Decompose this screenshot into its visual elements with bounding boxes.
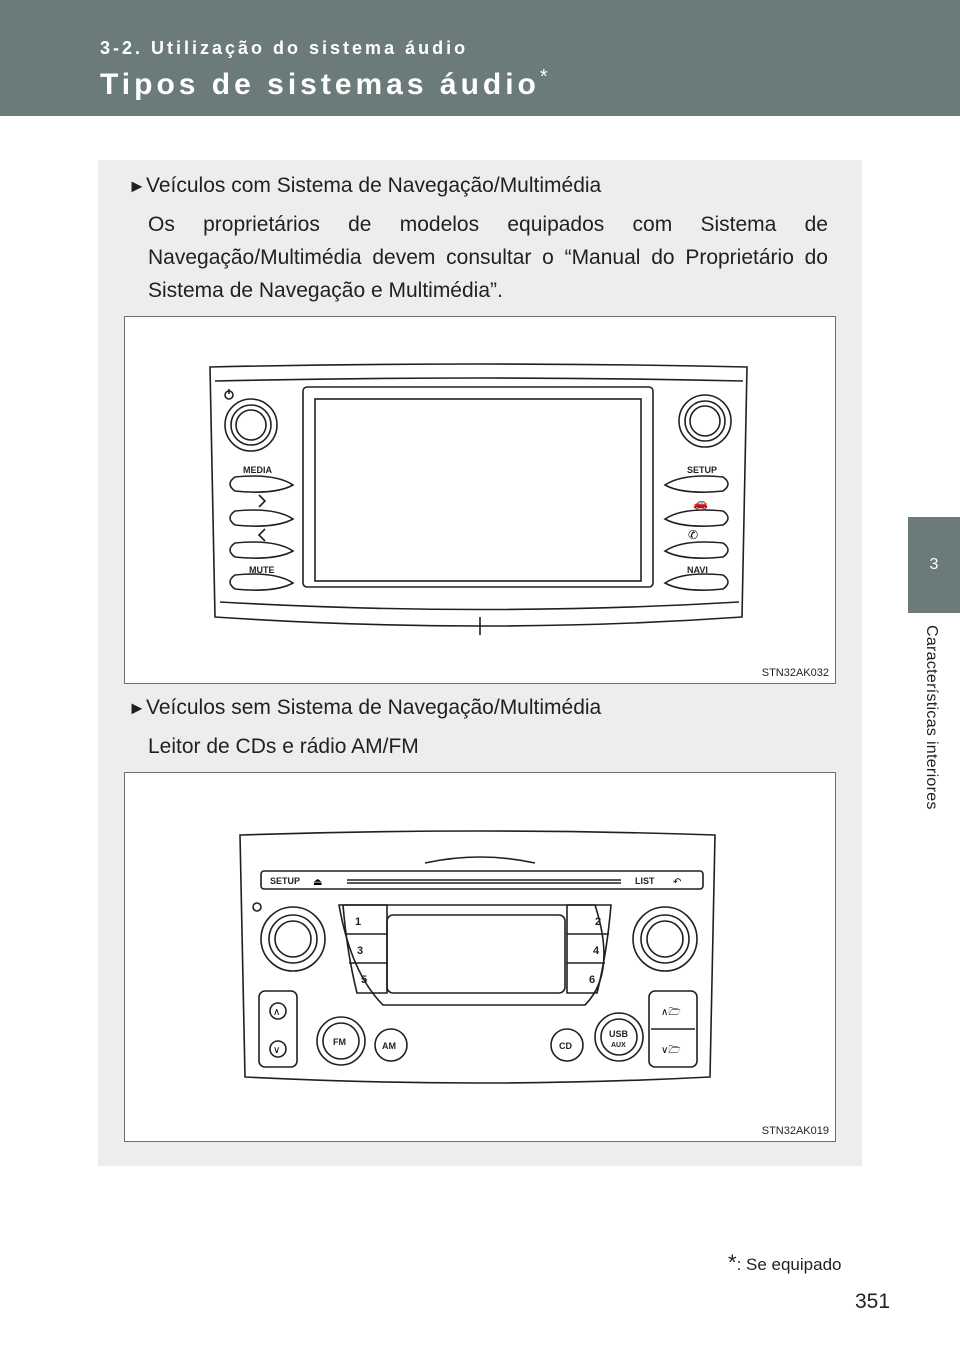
media-button[interactable]: MEDIA — [243, 465, 272, 475]
back-icon[interactable]: ↶ — [673, 877, 682, 888]
chapter-number: 3 — [929, 556, 939, 573]
mute-button[interactable]: MUTE — [249, 565, 275, 575]
eject-icon[interactable]: ⏏ — [313, 877, 323, 888]
list-button[interactable]: LIST — [635, 876, 655, 886]
preset-button-6[interactable]: 6 — [589, 974, 596, 986]
preset-button-3[interactable]: 3 — [357, 945, 364, 957]
section-heading-cd — [128, 696, 601, 720]
phone-icon[interactable]: ✆ — [688, 528, 699, 542]
footnote-mark: * — [728, 1250, 737, 1275]
bullet-triangle-icon: ► — [128, 698, 146, 718]
folder-up-icon[interactable]: ∧🗁 — [661, 1007, 681, 1018]
page-title — [100, 66, 548, 102]
bullet-triangle-icon: ► — [128, 176, 146, 196]
section-heading-nav — [128, 174, 601, 198]
preset-button-4[interactable]: 4 — [593, 945, 600, 957]
fm-button[interactable]: FM — [333, 1037, 346, 1047]
chapter-title: Características interiores — [923, 625, 940, 810]
section-heading-nav-text: Veículos com Sistema de Navegação/Multimédia — [146, 174, 602, 197]
chapter-tab — [908, 517, 960, 613]
cd-radio-unit-illustration — [125, 773, 835, 1141]
figure-code: STN32AK019 — [761, 1125, 829, 1137]
preset-button-2[interactable]: 2 — [595, 916, 602, 928]
setup-button[interactable]: SETUP — [270, 876, 301, 886]
preset-button-5[interactable]: 5 — [361, 974, 368, 986]
section-label: 3-2. Utilização do sistema áudio — [100, 38, 469, 58]
tune-down-icon[interactable]: ∨ — [273, 1045, 281, 1056]
page-title-text: Tipos de sistemas áudio — [100, 68, 540, 101]
figure-cd-radio-unit — [124, 772, 836, 1142]
setup-button[interactable]: SETUP — [687, 465, 718, 475]
navigation-unit-illustration — [125, 317, 835, 683]
figure-code: STN32AK032 — [761, 667, 829, 679]
folder-down-icon[interactable]: ∨🗁 — [661, 1045, 681, 1056]
page-header — [0, 0, 960, 116]
section-text-nav: Os proprietários de modelos equipados com Sistema de Navegação/Multimédia devem consultar o “Manual do Proprietário do Sistema de Navegação e Multimédia”. — [148, 213, 828, 302]
footnote — [728, 1250, 841, 1276]
navi-button[interactable]: NAVI — [687, 565, 708, 575]
page-number: 351 — [855, 1290, 891, 1313]
footnote-text: : Se equipado — [736, 1255, 842, 1274]
tune-up-icon[interactable]: ∧ — [273, 1007, 281, 1018]
usb-button[interactable]: USB — [609, 1029, 629, 1039]
cd-button[interactable]: CD — [559, 1041, 572, 1051]
equipped-mark: * — [539, 66, 548, 88]
preset-button-1[interactable]: 1 — [355, 916, 362, 928]
section-text-cd: Leitor de CDs e rádio AM/FM — [148, 735, 419, 758]
am-button[interactable]: AM — [382, 1041, 396, 1051]
figure-navigation-unit — [124, 316, 836, 684]
section-heading-cd-text: Veículos sem Sistema de Navegação/Multimédia — [146, 696, 602, 719]
aux-label: AUX — [611, 1042, 626, 1049]
car-icon[interactable]: 🚗 — [693, 496, 708, 510]
